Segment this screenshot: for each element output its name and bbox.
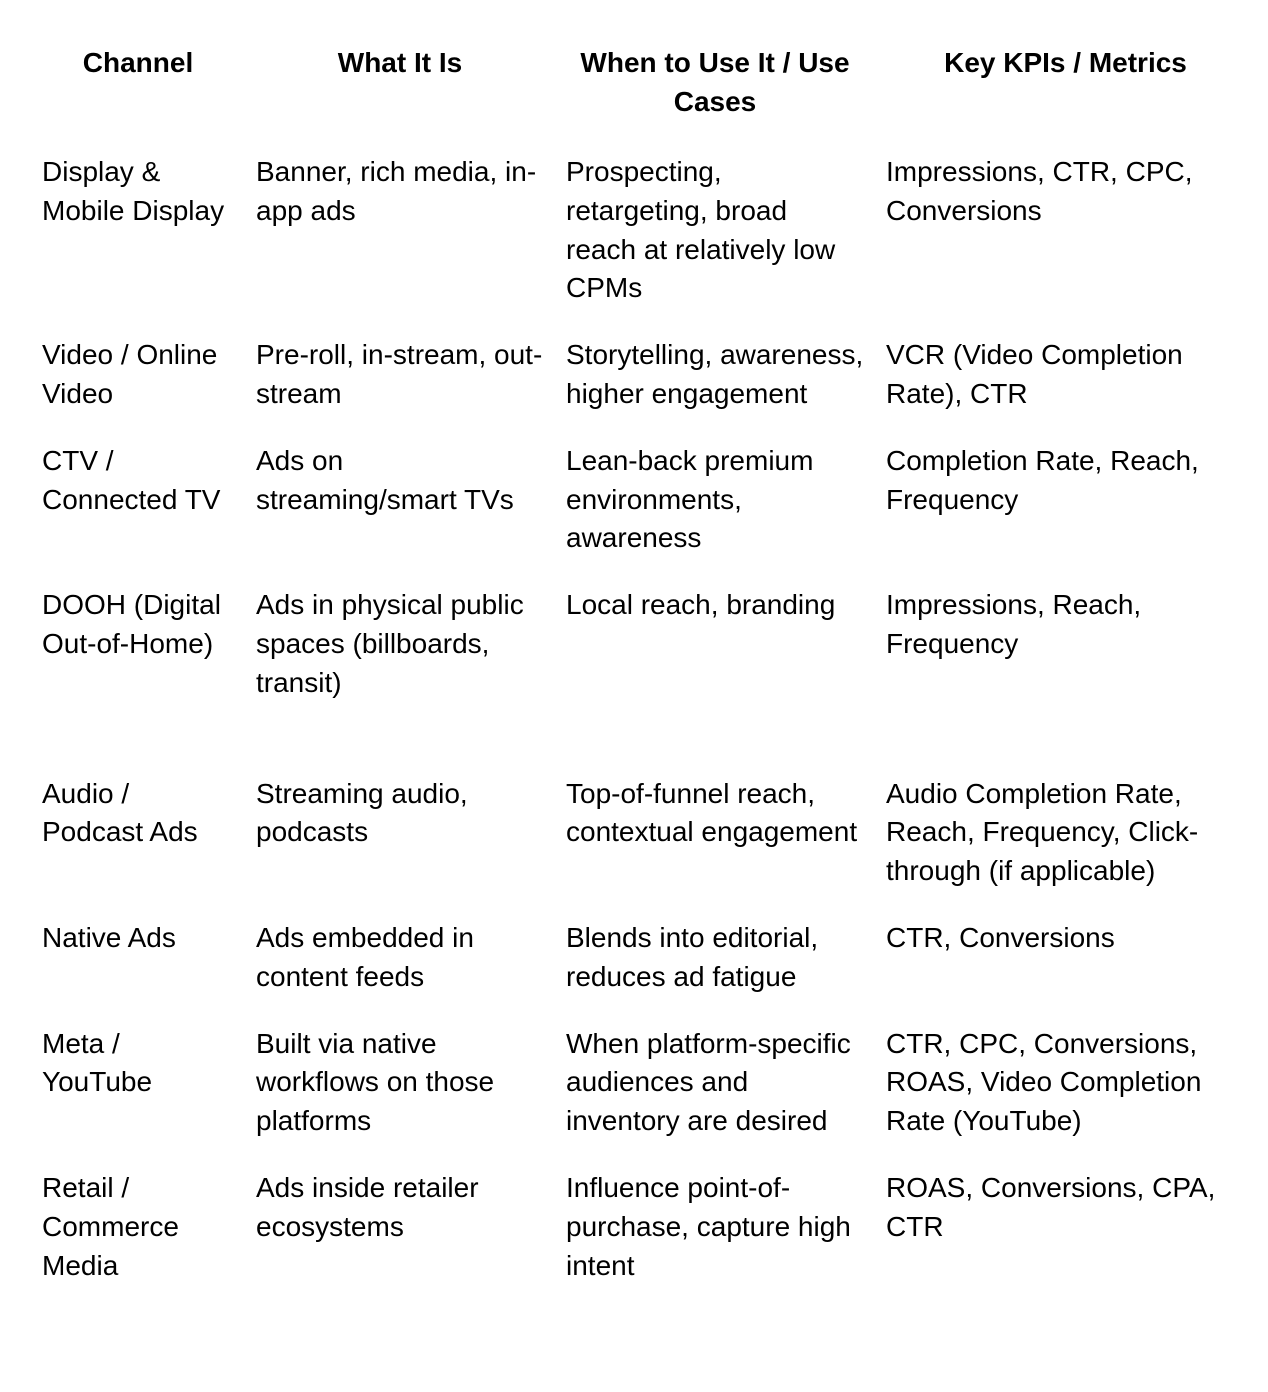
cell-when-to-use: Storytelling, awareness, higher engagement <box>566 339 864 409</box>
cell-when-to-use: When platform-specific audiences and inventory are desired <box>566 1027 851 1137</box>
cell-key-kpis: Impressions, Reach, Frequency <box>886 589 1142 659</box>
channels-table <box>30 34 1255 1303</box>
cell-channel: Meta / YouTube <box>42 1027 153 1098</box>
cell-channel: CTV / Connected TV <box>42 444 221 515</box>
header-channel: Channel <box>82 47 194 78</box>
cell-key-kpis: CTR, CPC, Conversions, ROAS, Video Completion Rate (YouTube) <box>886 1027 1202 1137</box>
header-what-it-is: What It Is <box>337 47 463 78</box>
cell-channel: Native Ads <box>42 921 176 953</box>
cell-what-it-is: Pre-roll, in-stream, out-stream <box>256 339 543 409</box>
cell-channel: Retail / Commerce Media <box>42 1171 179 1281</box>
table-header <box>30 34 1255 143</box>
cell-what-it-is: Ads in physical public spaces (billboards, transit) <box>256 589 524 698</box>
table-row <box>30 1015 1255 1159</box>
cell-what-it-is: Ads inside retailer ecosystems <box>256 1171 479 1242</box>
table-row <box>30 576 1255 764</box>
header-row <box>30 34 1255 143</box>
cell-key-kpis: Audio Completion Rate, Reach, Frequency, Click-through (if applicable) <box>886 777 1199 887</box>
cell-what-it-is: Banner, rich media, in-app ads <box>256 156 537 226</box>
table-row <box>30 1159 1255 1303</box>
cell-when-to-use: Top-of-funnel reach, contextual engagement <box>566 777 858 848</box>
cell-what-it-is: Built via native workflows on those platforms <box>256 1027 495 1137</box>
cell-key-kpis: Impressions, CTR, CPC, Conversions <box>886 156 1193 226</box>
cell-when-to-use: Influence point-of-purchase, capture high intent <box>566 1171 851 1281</box>
cell-when-to-use: Lean-back premium environments, awareness <box>566 444 814 554</box>
cell-what-it-is: Ads on streaming/smart TVs <box>256 444 514 515</box>
cell-key-kpis: CTR, Conversions <box>886 921 1115 953</box>
table-row <box>30 765 1255 909</box>
cell-when-to-use: Local reach, branding <box>566 589 836 621</box>
header-key-kpis: Key KPIs / Metrics <box>944 47 1187 78</box>
cell-what-it-is: Ads embedded in content feeds <box>256 921 474 992</box>
cell-key-kpis: Completion Rate, Reach, Frequency <box>886 444 1199 515</box>
header-when-to-use: When to Use It / Use Cases <box>580 47 850 117</box>
table-row <box>30 432 1255 576</box>
cell-channel: Display & Mobile Display <box>42 156 225 226</box>
table-row <box>30 326 1255 432</box>
table-row <box>30 143 1255 326</box>
cell-when-to-use: Prospecting, retargeting, broad reach at relatively low CPMs <box>566 156 836 304</box>
cell-channel: Video / Online Video <box>42 339 218 409</box>
cell-channel: DOOH (Digital Out-of-Home) <box>42 589 221 659</box>
cell-channel: Audio / Podcast Ads <box>42 777 198 848</box>
table-body <box>30 143 1255 1303</box>
cell-when-to-use: Blends into editorial, reduces ad fatigue <box>566 921 819 992</box>
cell-key-kpis: ROAS, Conversions, CPA, CTR <box>886 1171 1216 1242</box>
table-row <box>30 909 1255 1015</box>
cell-key-kpis: VCR (Video Completion Rate), CTR <box>886 339 1183 409</box>
cell-what-it-is: Streaming audio, podcasts <box>256 777 468 848</box>
